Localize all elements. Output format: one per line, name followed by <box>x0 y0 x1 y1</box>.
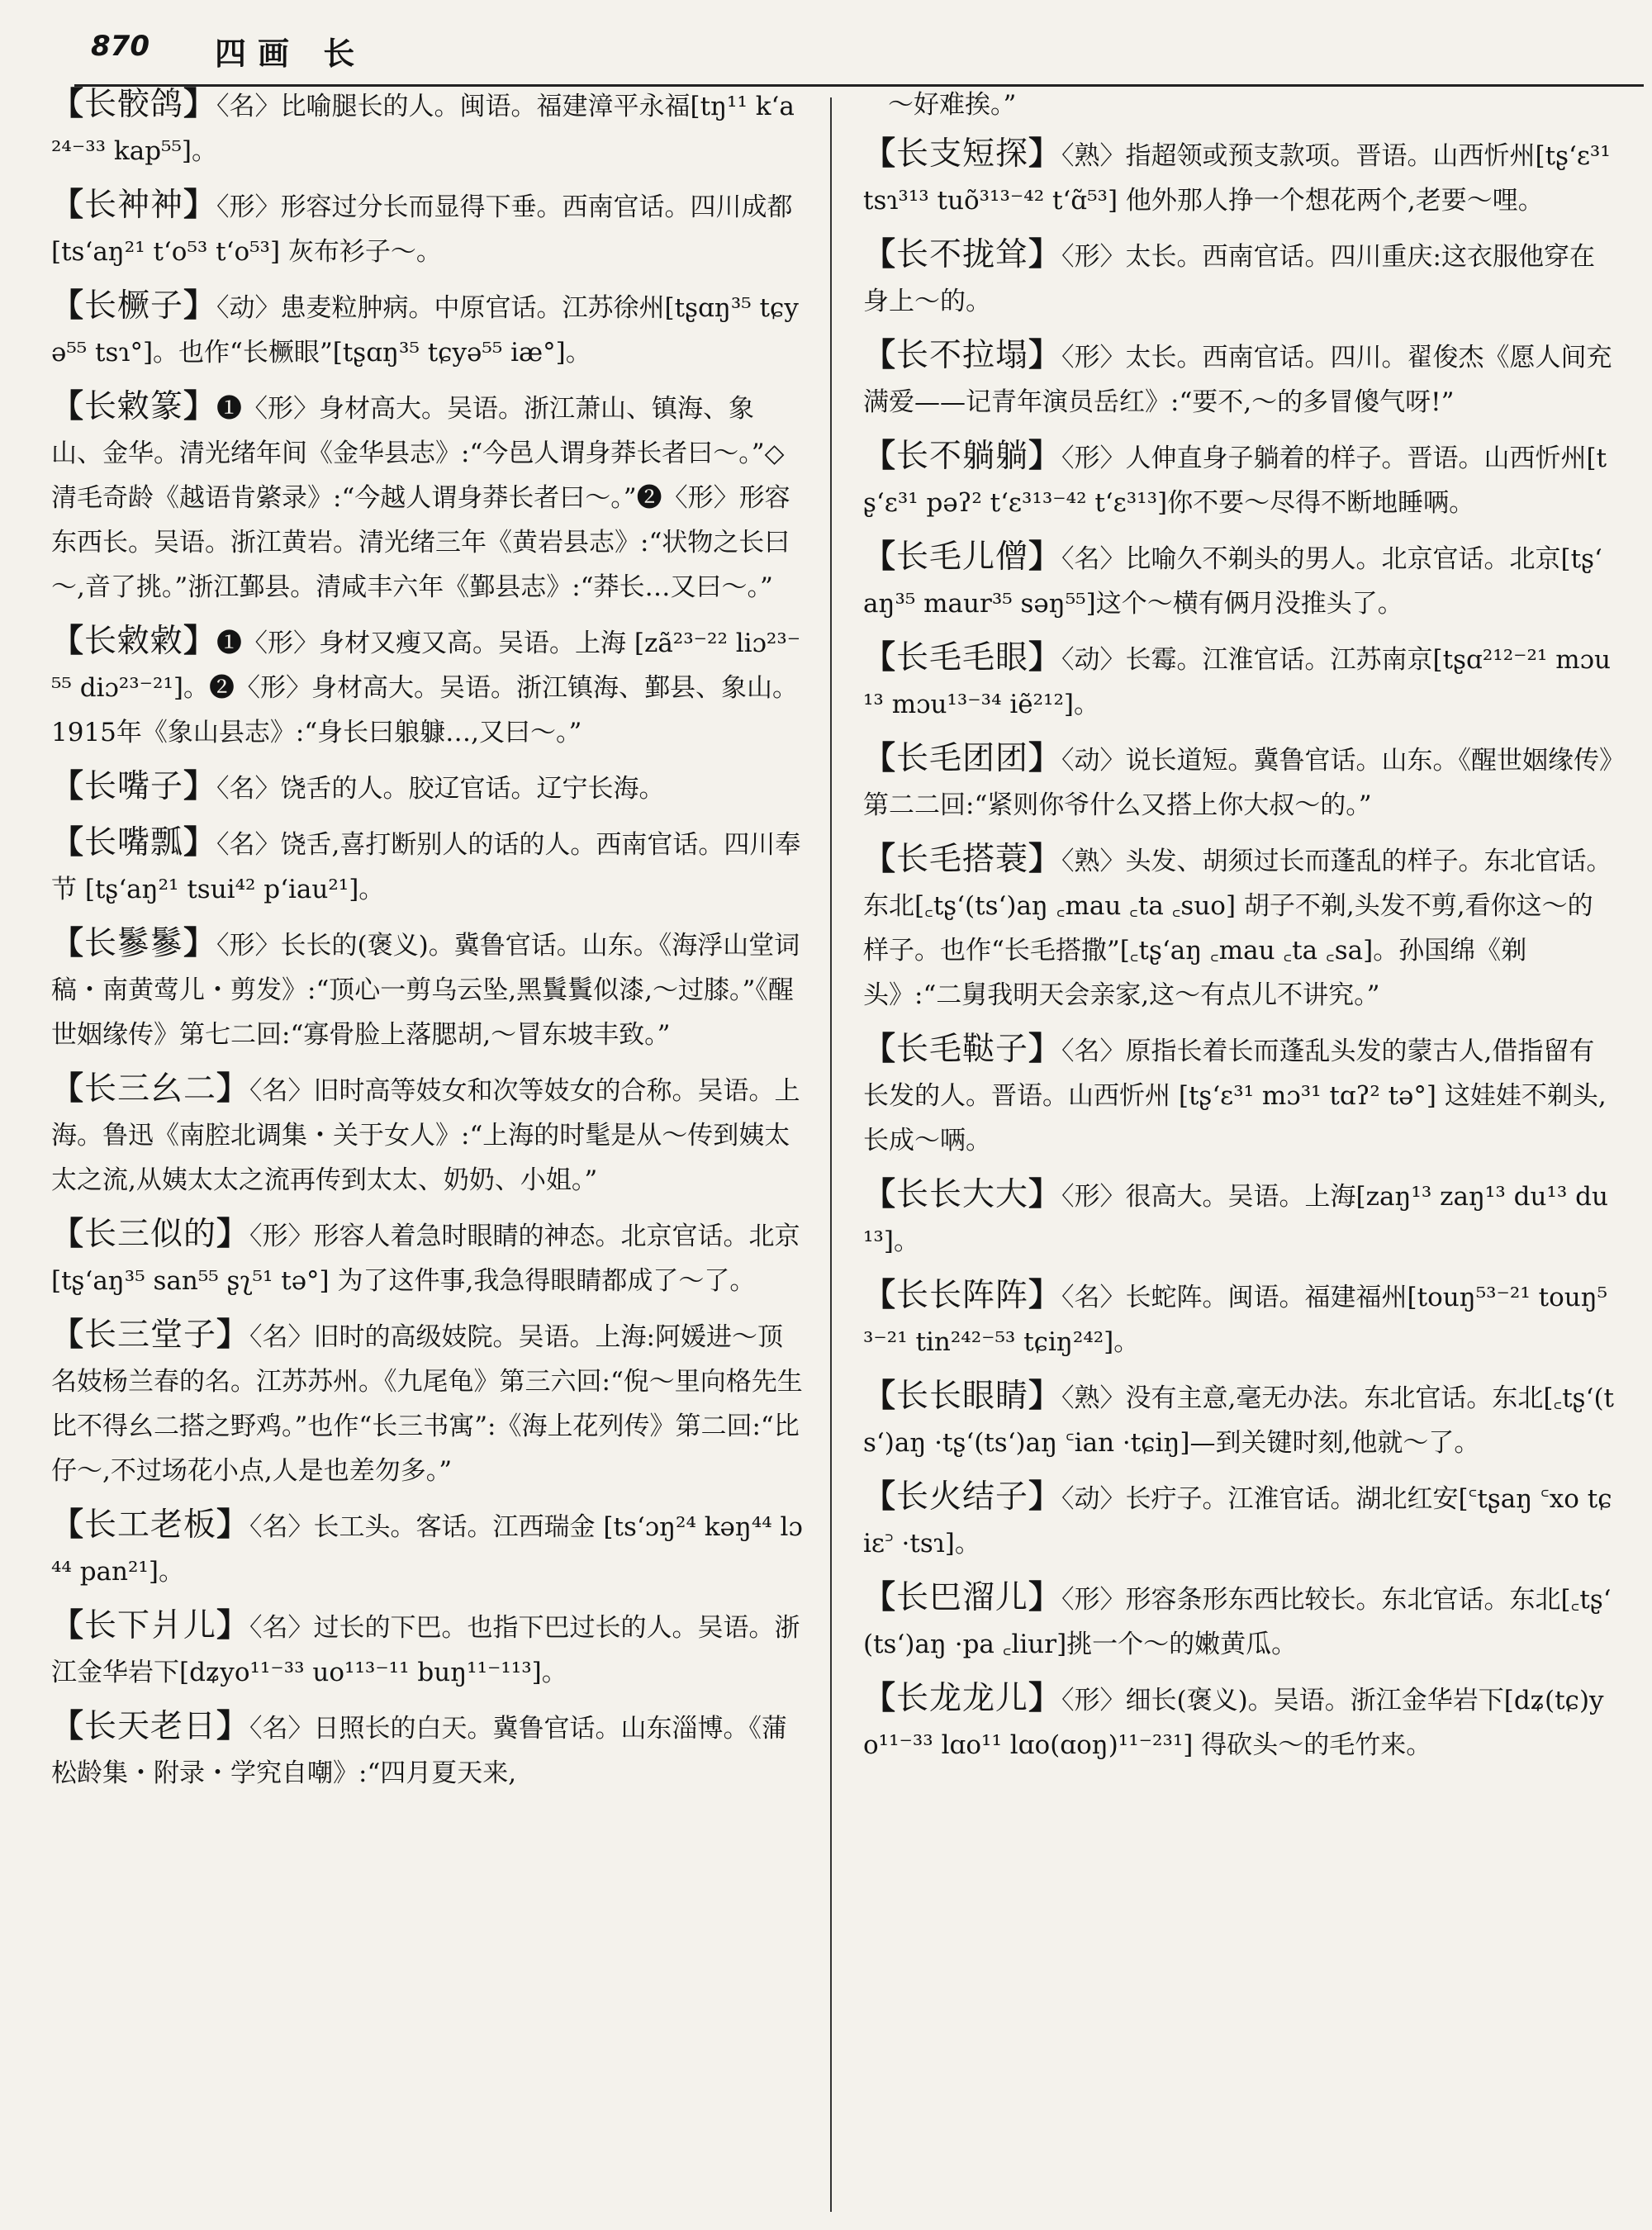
entry-headword: 【长衶衶】 <box>51 187 217 224</box>
entry-body: 〈形〉细长(褒义)。吴语。浙江金华岩下[dʑ(tɕ)yo¹¹⁻³³ lɑo¹¹ lɑo(ɑoŋ)¹¹⁻²³¹] 得砍头～的毛竹来。 <box>863 1686 1604 1760</box>
entry-body: 〈熟〉指超领或预支款项。晋语。山西忻州[tʂʻɛ³¹ tsɿ³¹³ tuõ³¹³⁻⁴² tʻɑ̃⁵³] 他外那人挣一个想花两个,老要～哩。 <box>863 141 1611 216</box>
entry-body: 〈名〉日照长的白天。冀鲁官话。山东淄博。《蒲松龄集・附录・学究自嘲》:“四月夏天来, <box>51 1714 788 1788</box>
entry-headword: 【长三堂子】 <box>51 1317 250 1354</box>
dictionary-entry <box>51 1705 803 1796</box>
dictionary-entry <box>863 434 1615 525</box>
entry-body: 〈名〉比喻腿长的人。闽语。福建漳平永福[tŋ¹¹ kʻa²⁴⁻³³ kap⁵⁵]。 <box>51 92 795 166</box>
dictionary-entry <box>863 636 1615 727</box>
entry-headword: 【长嘴瓢】 <box>51 824 217 861</box>
continued-text: ～好难挨。” <box>888 90 1017 120</box>
entry-body: 〈形〉太长。西南官话。四川。翟俊杰《愿人间充满爱——记青年演员岳红》:“要不,～的多冒傻气呀!” <box>863 343 1612 417</box>
entry-body: 〈动〉长霉。江淮官话。江苏南京[tʂɑ²¹²⁻²¹ mɔu¹³ mɔu¹³⁻³⁴ iẽ²¹²]。 <box>863 645 1611 719</box>
entry-headword: 【长不拉塌】 <box>863 337 1062 374</box>
right-column <box>863 83 1615 1767</box>
dictionary-entry <box>863 1576 1615 1667</box>
entry-headword: 【长长大大】 <box>863 1176 1062 1213</box>
entry-body: 〈名〉比喻久不剃头的男人。北京官话。北京[tʂʻaŋ³⁵ maur³⁵ səŋ⁵⁵]这个～横有俩月没推头了。 <box>863 544 1602 619</box>
entry-headword: 【长敹篆】 <box>51 388 217 425</box>
entry-body: 〈名〉旧时高等妓女和次等妓女的合称。吴语。上海。鲁迅《南腔北调集・关于女人》:“上海的时髦是从～传到姨太太之流,从姨太太之流再传到太太、奶奶、小姐。” <box>51 1076 800 1195</box>
section-title: 四画 长 <box>215 36 367 72</box>
dictionary-entry <box>863 233 1615 324</box>
entry-body: 〈形〉太长。西南官话。四川重庆:这衣服他穿在身上～的。 <box>863 242 1595 316</box>
dictionary-entry <box>863 535 1615 626</box>
entry-body: 〈名〉原指长着长而蓬乱头发的蒙古人,借指留有长发的人。晋语。山西忻州 [tʂʻɛ³¹ mɔ³¹ tɑʔ² tə°] 这娃娃不剃头,长成～唡。 <box>863 1037 1607 1155</box>
column-divider <box>830 97 832 2212</box>
page-header <box>91 23 1644 81</box>
entry-headword: 【长支短探】 <box>863 135 1062 173</box>
entry-body: 〈动〉患麦粒肿病。中原官话。江苏徐州[tʂɑŋ³⁵ tɕyə⁵⁵ tsɿ°]。也作“长橛眼”[tʂɑŋ³⁵ tɕyə⁵⁵ iæ°]。 <box>51 293 799 368</box>
entry-headword: 【长三似的】 <box>51 1216 250 1253</box>
entry-body: 〈名〉长蛇阵。闽语。福建福州[touŋ⁵³⁻²¹ touŋ⁵³⁻²¹ tin²⁴²⁻⁵³ tɕiŋ²⁴²]。 <box>863 1283 1608 1357</box>
entry-headword: 【长下爿儿】 <box>51 1607 250 1644</box>
entry-body: 〈熟〉头发、胡须过长而蓬乱的样子。东北官话。东北[꜀tʂʻ(tsʻ)aŋ ꜀mau ꜀ta ꜀suo] 胡子不剃,头发不剪,看你这～的样子。也作“长毛搭撒”[꜀tʂʻaŋ ꜀mau ꜀ta ꜀sa]。孙国绵《剃头》:“二舅我明天会亲家,这～有点儿不讲究。” <box>863 847 1612 1010</box>
entry-headword: 【长毛团团】 <box>863 740 1062 777</box>
dictionary-entry <box>51 284 803 375</box>
entry-body: 〈形〉形容过分长而显得下垂。西南官话。四川成都[tsʻaŋ²¹ tʻo⁵³ tʻo⁵³] 灰布衫子～。 <box>51 192 793 267</box>
entry-headword: 【长骹鸽】 <box>51 86 217 123</box>
entry-body: 〈熟〉没有主意,毫无办法。东北官话。东北[꜀tʂʻ(tsʻ)aŋ ·tʂʻ(tsʻ)aŋ ꜂ian ·tɕiŋ]—到关键时刻,他就～了。 <box>863 1383 1614 1458</box>
entry-headword: 【长橛子】 <box>51 287 217 325</box>
entry-body: ❶〈形〉身材又瘦又高。吴语。上海 [zã²³⁻²² liɔ²³⁻⁵⁵ diɔ²³⁻²¹]。❷〈形〉身材高大。吴语。浙江镇海、鄞县、象山。1915年《象山县志》:“身长曰躴躿…,又曰～。” <box>51 629 801 747</box>
entry-headword: 【长火结子】 <box>863 1478 1062 1516</box>
dictionary-entry <box>863 837 1615 1018</box>
dictionary-entry <box>51 1604 803 1695</box>
page-number: 870 <box>91 30 150 63</box>
entry-headword: 【长巴溜儿】 <box>863 1579 1062 1616</box>
dictionary-entry <box>863 334 1615 425</box>
dictionary-entry <box>863 1374 1615 1465</box>
entry-body: 〈动〉说长道短。冀鲁官话。山东。《醒世姻缘传》第二二回:“紧则你爷什么又搭上你大叔～的。” <box>863 746 1612 820</box>
dictionary-entry <box>863 1173 1615 1264</box>
entry-headword: 【长工老板】 <box>51 1506 250 1544</box>
entry-headword: 【长嘴子】 <box>51 768 217 805</box>
entry-body: 〈动〉长疔子。江淮官话。湖北红安[꜂tʂaŋ ꜂xo tɕiɛ꜄ ·tsɿ]。 <box>863 1484 1612 1559</box>
dictionary-entry <box>51 1313 803 1493</box>
entry-body: ❶〈形〉身材高大。吴语。浙江萧山、镇海、象山、金华。清光绪年间《金华县志》:“今邑人谓身莽长者曰～。”◇清毛奇龄《越语肯綮录》:“今越人谓身莽长者曰～。”❷〈形〉形容东西长。吴语。浙江黄岩。清光绪三年《黄岩县志》:“状物之长曰～,音了挑。”浙江鄞县。清咸丰六年《鄞县志》:“莽长…又曰～。” <box>51 394 790 602</box>
entry-body: 〈形〉人伸直身子躺着的样子。晋语。山西忻州[tʂʻɛ³¹ pəʔ² tʻɛ³¹³⁻⁴² tʻɛ³¹³]你不要～尽得不断地睡唡。 <box>863 444 1607 518</box>
entry-headword: 【长毛儿僧】 <box>863 539 1062 576</box>
dictionary-entry <box>863 1475 1615 1566</box>
entry-body: 〈名〉饶舌的人。胶辽官话。辽宁长海。 <box>216 774 665 804</box>
entry-headword: 【长毛鞑子】 <box>863 1031 1062 1068</box>
entry-body: 〈名〉旧时的高级妓院。吴语。上海:阿媛进～顶名妓杨兰春的名。江苏苏州。《九尾龟》第三六回:“倪～里向格先生比不得幺二搭之野鸡。”也作“长三书寓”:《海上花列传》第二回:“比仔～,不过场花小点,人是也差勿多。” <box>51 1322 803 1486</box>
dictionary-entry <box>863 1274 1615 1364</box>
entry-headword: 【长不躺躺】 <box>863 438 1062 475</box>
dictionary-entry <box>51 1503 803 1594</box>
dictionary-entry <box>51 83 803 173</box>
dictionary-entry <box>863 1677 1615 1767</box>
entry-headword: 【长三幺二】 <box>51 1070 250 1108</box>
dictionary-entry <box>51 1067 803 1203</box>
dictionary-entry <box>51 385 803 610</box>
dictionary-entry <box>51 1212 803 1303</box>
entry-headword: 【长龙龙儿】 <box>863 1680 1062 1717</box>
entry-headword: 【长敹敹】 <box>51 623 217 660</box>
dictionary-entry <box>51 821 803 912</box>
entry-headword: 【长长阵阵】 <box>863 1277 1062 1314</box>
entry-headword: 【长毛毛眼】 <box>863 639 1062 676</box>
dictionary-entry <box>51 183 803 274</box>
entry-body: 〈名〉过长的下巴。也指下巴过长的人。吴语。浙江金华岩下[dʑyo¹¹⁻³³ uo¹¹³⁻¹¹ buŋ¹¹⁻¹¹³]。 <box>51 1613 800 1687</box>
dictionary-entry <box>863 132 1615 223</box>
dictionary-entry <box>863 1027 1615 1163</box>
entry-headword: 【长毛搭蓑】 <box>863 841 1062 878</box>
entry-body: 〈形〉形容人着急时眼睛的神态。北京官话。北京 [tʂʻaŋ³⁵ san⁵⁵ ʂʅ⁵¹ tə°] 为了这件事,我急得眼睛都成了～了。 <box>51 1222 800 1296</box>
entry-headword: 【长鬖鬖】 <box>51 925 217 962</box>
dictionary-entry <box>51 922 803 1057</box>
entry-body: 〈形〉长长的(褒义)。冀鲁官话。山东。《海浮山堂词稿・南黄莺儿・剪发》:“顶心一剪乌云坠,黑鬒鬒似漆,～过膝。”《醒世姻缘传》第七二回:“寡骨脸上落腮胡,～冒东坡丰致。” <box>51 931 800 1050</box>
entry-body: 〈形〉形容条形东西比较长。东北官话。东北[꜀tʂʻ(tsʻ)aŋ ·pa ꜀liur]挑一个～的嫩黄瓜。 <box>863 1585 1612 1659</box>
entry-body: 〈名〉长工头。客话。江西瑞金 [tsʻɔŋ²⁴ kəŋ⁴⁴ lɔ⁴⁴ pan²¹]。 <box>51 1512 803 1587</box>
entry-headword: 【长天老日】 <box>51 1708 250 1745</box>
entry-headword: 【长长眼睛】 <box>863 1378 1062 1415</box>
left-column <box>51 83 803 1796</box>
dictionary-entry <box>51 619 803 755</box>
dictionary-entry <box>863 737 1615 828</box>
dictionary-entry <box>51 765 803 811</box>
entry-headword: 【长不拢耸】 <box>863 236 1062 273</box>
entry-body: 〈形〉很高大。吴语。上海[zaŋ¹³ zaŋ¹³ du¹³ du¹³]。 <box>863 1182 1608 1256</box>
entry-body: 〈名〉饶舌,喜打断别人的话的人。西南官话。四川奉节 [tʂʻaŋ²¹ tsui⁴² pʻiau²¹]。 <box>51 830 801 904</box>
